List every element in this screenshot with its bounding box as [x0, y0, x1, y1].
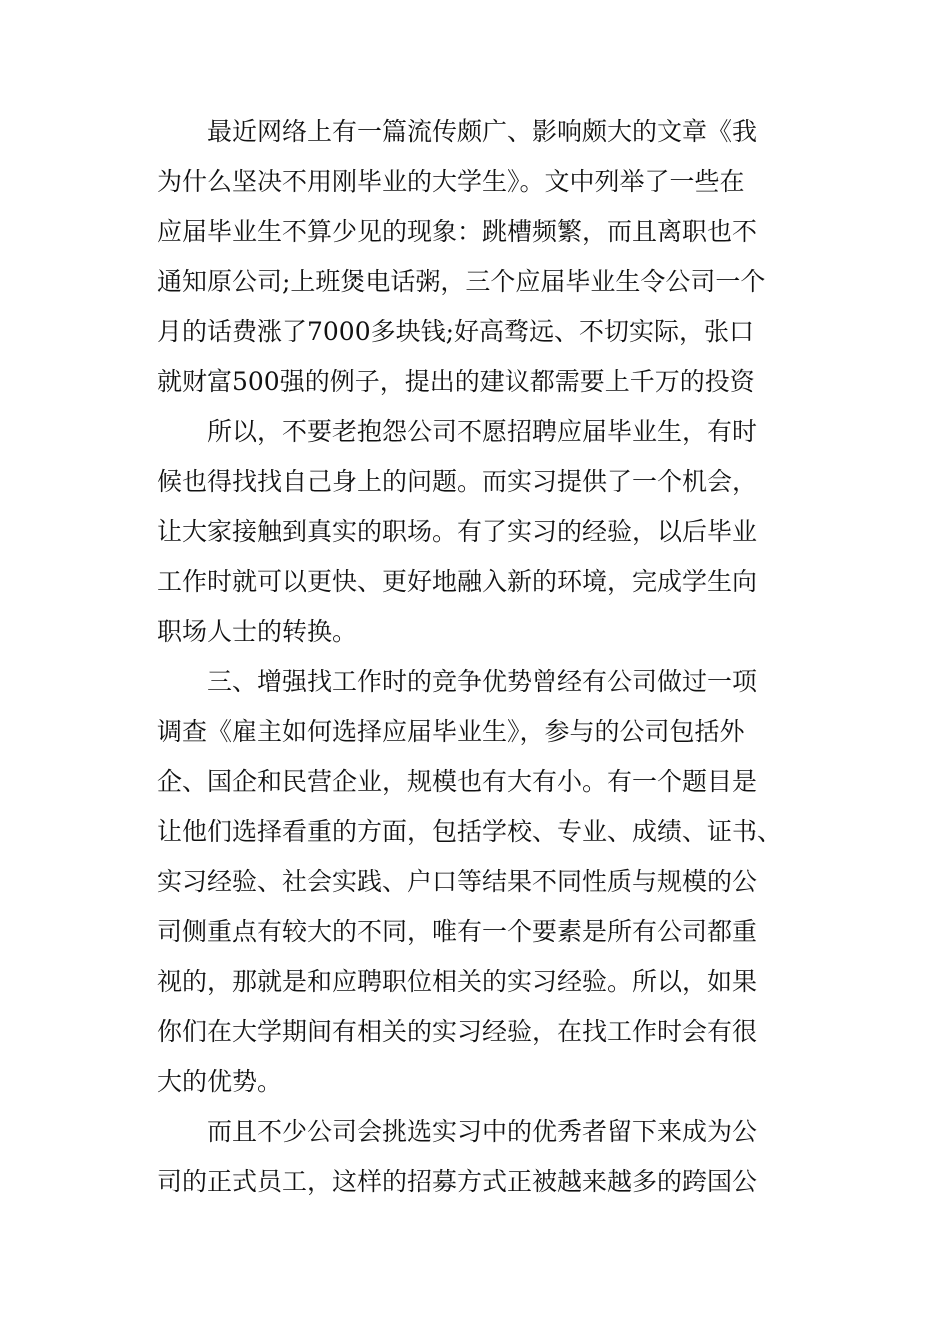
text-line: 你们在大学期间有相关的实习经验，在找工作时会有很 [157, 1017, 758, 1046]
text-line: 候也得找找自己身上的问题。而实习提供了一个机会， [157, 467, 758, 496]
text-line: 大的优势。 [157, 1067, 283, 1096]
text-line: 职场人士的转换。 [157, 617, 358, 646]
text-line: 让大家接触到真实的职场。有了实习的经验，以后毕业 [157, 517, 758, 546]
text-line: 调查《雇主如何选择应届毕业生》，参与的公司包括外 [157, 717, 745, 746]
text-line: 让他们选择看重的方面，包括学校、专业、成绩、证书、 [157, 817, 783, 846]
text-line: 企、国企和民营企业，规模也有大有小。有一个题目是 [157, 767, 758, 796]
text-line: 所以，不要老抱怨公司不愿招聘应届毕业生，有时 [207, 417, 758, 446]
text-line: 视的，那就是和应聘职位相关的实习经验。所以，如果 [157, 967, 758, 996]
text-line: 司侧重点有较大的不同，唯有一个要素是所有公司都重 [157, 917, 758, 946]
text-line: 最近网络上有一篇流传颇广、影响颇大的文章《我 [207, 117, 758, 146]
text-line: 通知原公司;上班煲电话粥，三个应届毕业生令公司一个 [157, 267, 766, 296]
text-line: 应届毕业生不算少见的现象：跳槽频繁，而且离职也不 [157, 217, 758, 246]
text-line: 就财富500强的例子，提出的建议都需要上千万的投资 [157, 367, 755, 396]
text-line: 为什么坚决不用刚毕业的大学生》。文中列举了一些在 [157, 167, 745, 196]
text-line: 工作时就可以更快、更好地融入新的环境，完成学生向 [157, 567, 758, 596]
text-line: 而且不少公司会挑选实习中的优秀者留下来成为公 [207, 1117, 758, 1146]
text-line: 司的正式员工，这样的招募方式正被越来越多的跨国公 [157, 1167, 758, 1196]
text-line: 月的话费涨了7000多块钱;好高骛远、不切实际，张口 [157, 317, 755, 346]
text-line: 实习经验、社会实践、户口等结果不同性质与规模的公 [157, 867, 758, 896]
text-line: 三、增强找工作时的竞争优势曾经有公司做过一项 [207, 667, 758, 696]
